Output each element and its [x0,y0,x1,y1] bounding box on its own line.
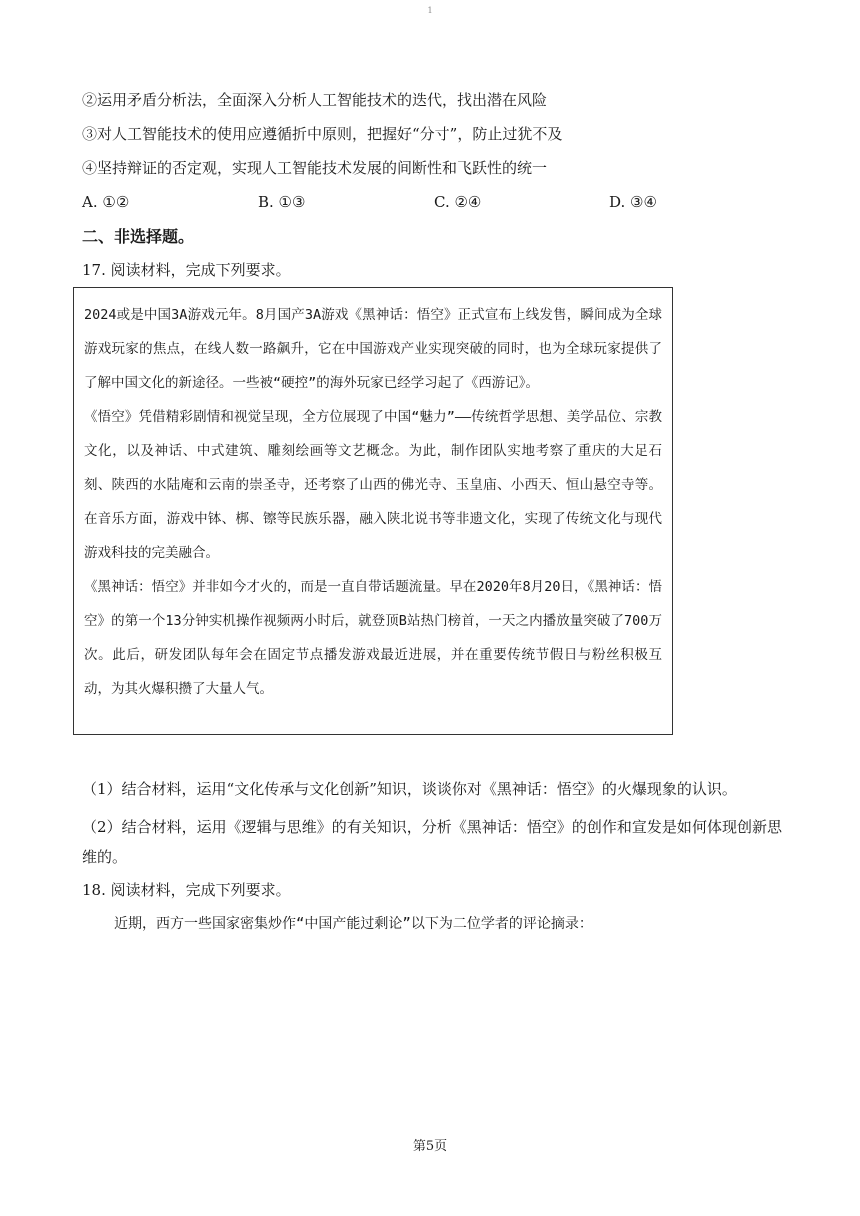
q17-sub-question-2: （2）结合材料，运用《逻辑与思维》的有关知识，分析《黑神话：悟空》的创作和宣发是如何体现创新思维的。 [82,818,782,866]
q17-sub-question-1: （1）结合材料，运用“文化传承与文化创新”知识，谈谈你对《黑神话：悟空》的火爆现象的认识。 [82,780,737,798]
q17-material-paragraph-3: 《黑神话：悟空》并非如今才火的，而是一直自带话题流量。早在2020年8月20日，《黑神话：悟空》的第一个13分钟实机操作视频两小时后，就登顶B站热门榜首，一天之内播放量突破了700万次。此后，研发团队每年会在固定节点播发游戏最近进展，并在重要传统节假日与粉丝积极互动，为其火爆积攒了大量人气。 [84,579,662,697]
statement-4: ④坚持辩证的否定观，实现人工智能技术发展的间断性和飞跃性的统一 [82,159,548,177]
page-top-mark: 1 [427,6,433,15]
statement-2: ②运用矛盾分析法，全面深入分析人工智能技术的迭代，找出潜在风险 [82,91,548,109]
q17-stem: 17. 阅读材料，完成下列要求。 [82,261,291,279]
q18-stem: 18. 阅读材料，完成下列要求。 [82,881,291,899]
q17-material-paragraph-1: 2024或是中国3A游戏元年。8月国产3A游戏《黑神话：悟空》正式宣布上线发售，瞬间成为全球游戏玩家的焦点，在线人数一路飙升，它在中国游戏产业实现突破的同时，也为全球玩家提供了了解中国文化的新途径。一些被“硬控”的海外玩家已经学习起了《西游记》。 [84,307,662,391]
answer-choices [82,192,782,212]
page-number: 第5页 [412,1139,448,1154]
q18-intro: 近期，西方一些国家密集炒作“中国产能过剩论”以下为二位学者的评论摘录： [114,916,593,932]
statement-3: ③对人工智能技术的使用应遵循折中原则，把握好“分寸”，防止过犹不及 [82,125,563,143]
section-title: 二、非选择题。 [82,227,195,246]
choice-a[interactable]: A. ①② [82,193,130,211]
q17-material-paragraph-2: 《悟空》凭借精彩剧情和视觉呈现，全方位展现了中国“魅力”——传统哲学思想、美学品位、宗教文化，以及神话、中式建筑、雕刻绘画等文艺概念。为此，制作团队实地考察了重庆的大足石刻、陕西的水陆庵和云南的崇圣寺，还考察了山西的佛光寺、玉皇庙、小西天、恒山悬空寺等。在音乐方面，游戏中钵、梆、镲等民族乐器，融入陕北说书等非遗文化，实现了传统文化与现代游戏科技的完美融合。 [84,409,662,561]
choice-c[interactable]: C. ②④ [434,193,482,211]
choice-d[interactable]: D. ③④ [609,193,657,211]
q17-material-box [73,287,673,735]
choice-b[interactable]: B. ①③ [258,193,306,211]
